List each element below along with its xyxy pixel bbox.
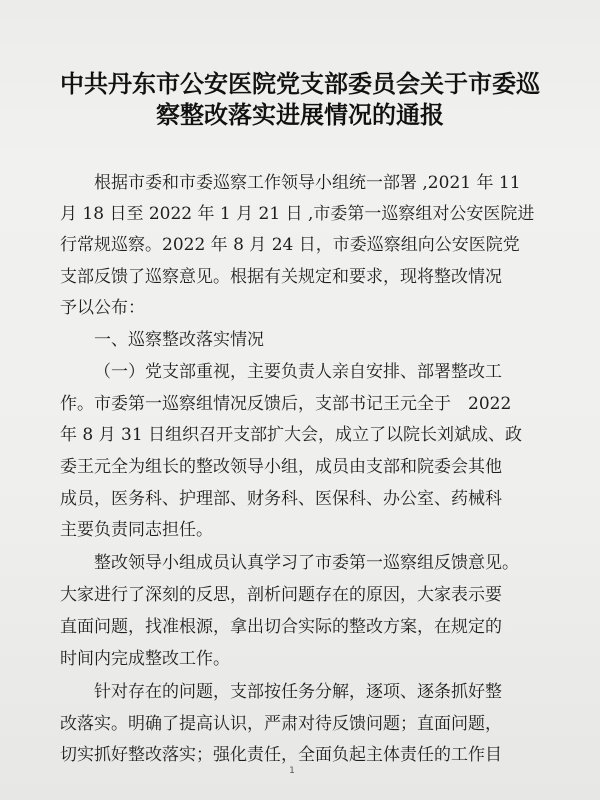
body-line-17: 针对存在的问题，支部按任务分解，逐项、逐条抓好整: [94, 682, 502, 702]
body-line-4: 支部反馈了巡察意见。根据有关规定和要求，现将整改情况: [60, 267, 502, 287]
body-line-14: 大家进行了深刻的反思，剖析问题存在的原因，大家表示要: [60, 585, 502, 605]
document-title-line-1: 中共丹东市公安医院党支部委员会关于市委巡: [60, 70, 540, 98]
body-line-5: 予以公布：: [60, 298, 145, 318]
page-number: 1: [289, 766, 295, 776]
body-line-12: 主要负责同志担任。: [60, 520, 213, 540]
body-line-15: 直面问题，找准根源，拿出切合实际的整改方案，在规定的: [60, 617, 502, 637]
body-line-3: 行常规巡察。2022 年 8 月 24 日，市委巡察组向公安医院党: [60, 235, 520, 255]
body-line-11: 成员，医务科、护理部、财务科、医保科、办公室、药械科: [60, 489, 502, 509]
section-heading: 一、巡察整改落实情况: [94, 330, 264, 350]
body-line-16: 时间内完成整改工作。: [60, 649, 230, 669]
body-line-10: 委王元全为组长的整改领导小组，成员由支部和院委会其他: [60, 457, 502, 477]
body-line-1: 根据市委和市委巡察工作领导小组统一部署 ,2021 年 11: [94, 173, 521, 193]
body-line-13: 整改领导小组成员认真学习了市委第一巡察组反馈意见。: [94, 553, 519, 573]
body-line-2: 月 18 日至 2022 年 1 月 21 日 ,市委第一巡察组对公安医院进: [60, 204, 535, 224]
body-line-8: 作。市委第一巡察组情况反馈后，支部书记王元全于 2022: [60, 394, 512, 414]
document-title-line-2: 察整改落实进展情况的通报: [156, 101, 444, 129]
body-line-18: 改落实。明确了提高认识，严肃对待反馈问题；直面问题，: [60, 714, 502, 734]
body-line-19: 切实抓好整改落实；强化责任，全面负起主体责任的工作目: [60, 745, 502, 765]
body-line-9: 年 8 月 31 日组织召开支部扩大会，成立了以院长刘斌成、政: [60, 425, 523, 445]
body-line-7: （一）党支部重视，主要负责人亲自安排、部署整改工: [94, 362, 502, 382]
